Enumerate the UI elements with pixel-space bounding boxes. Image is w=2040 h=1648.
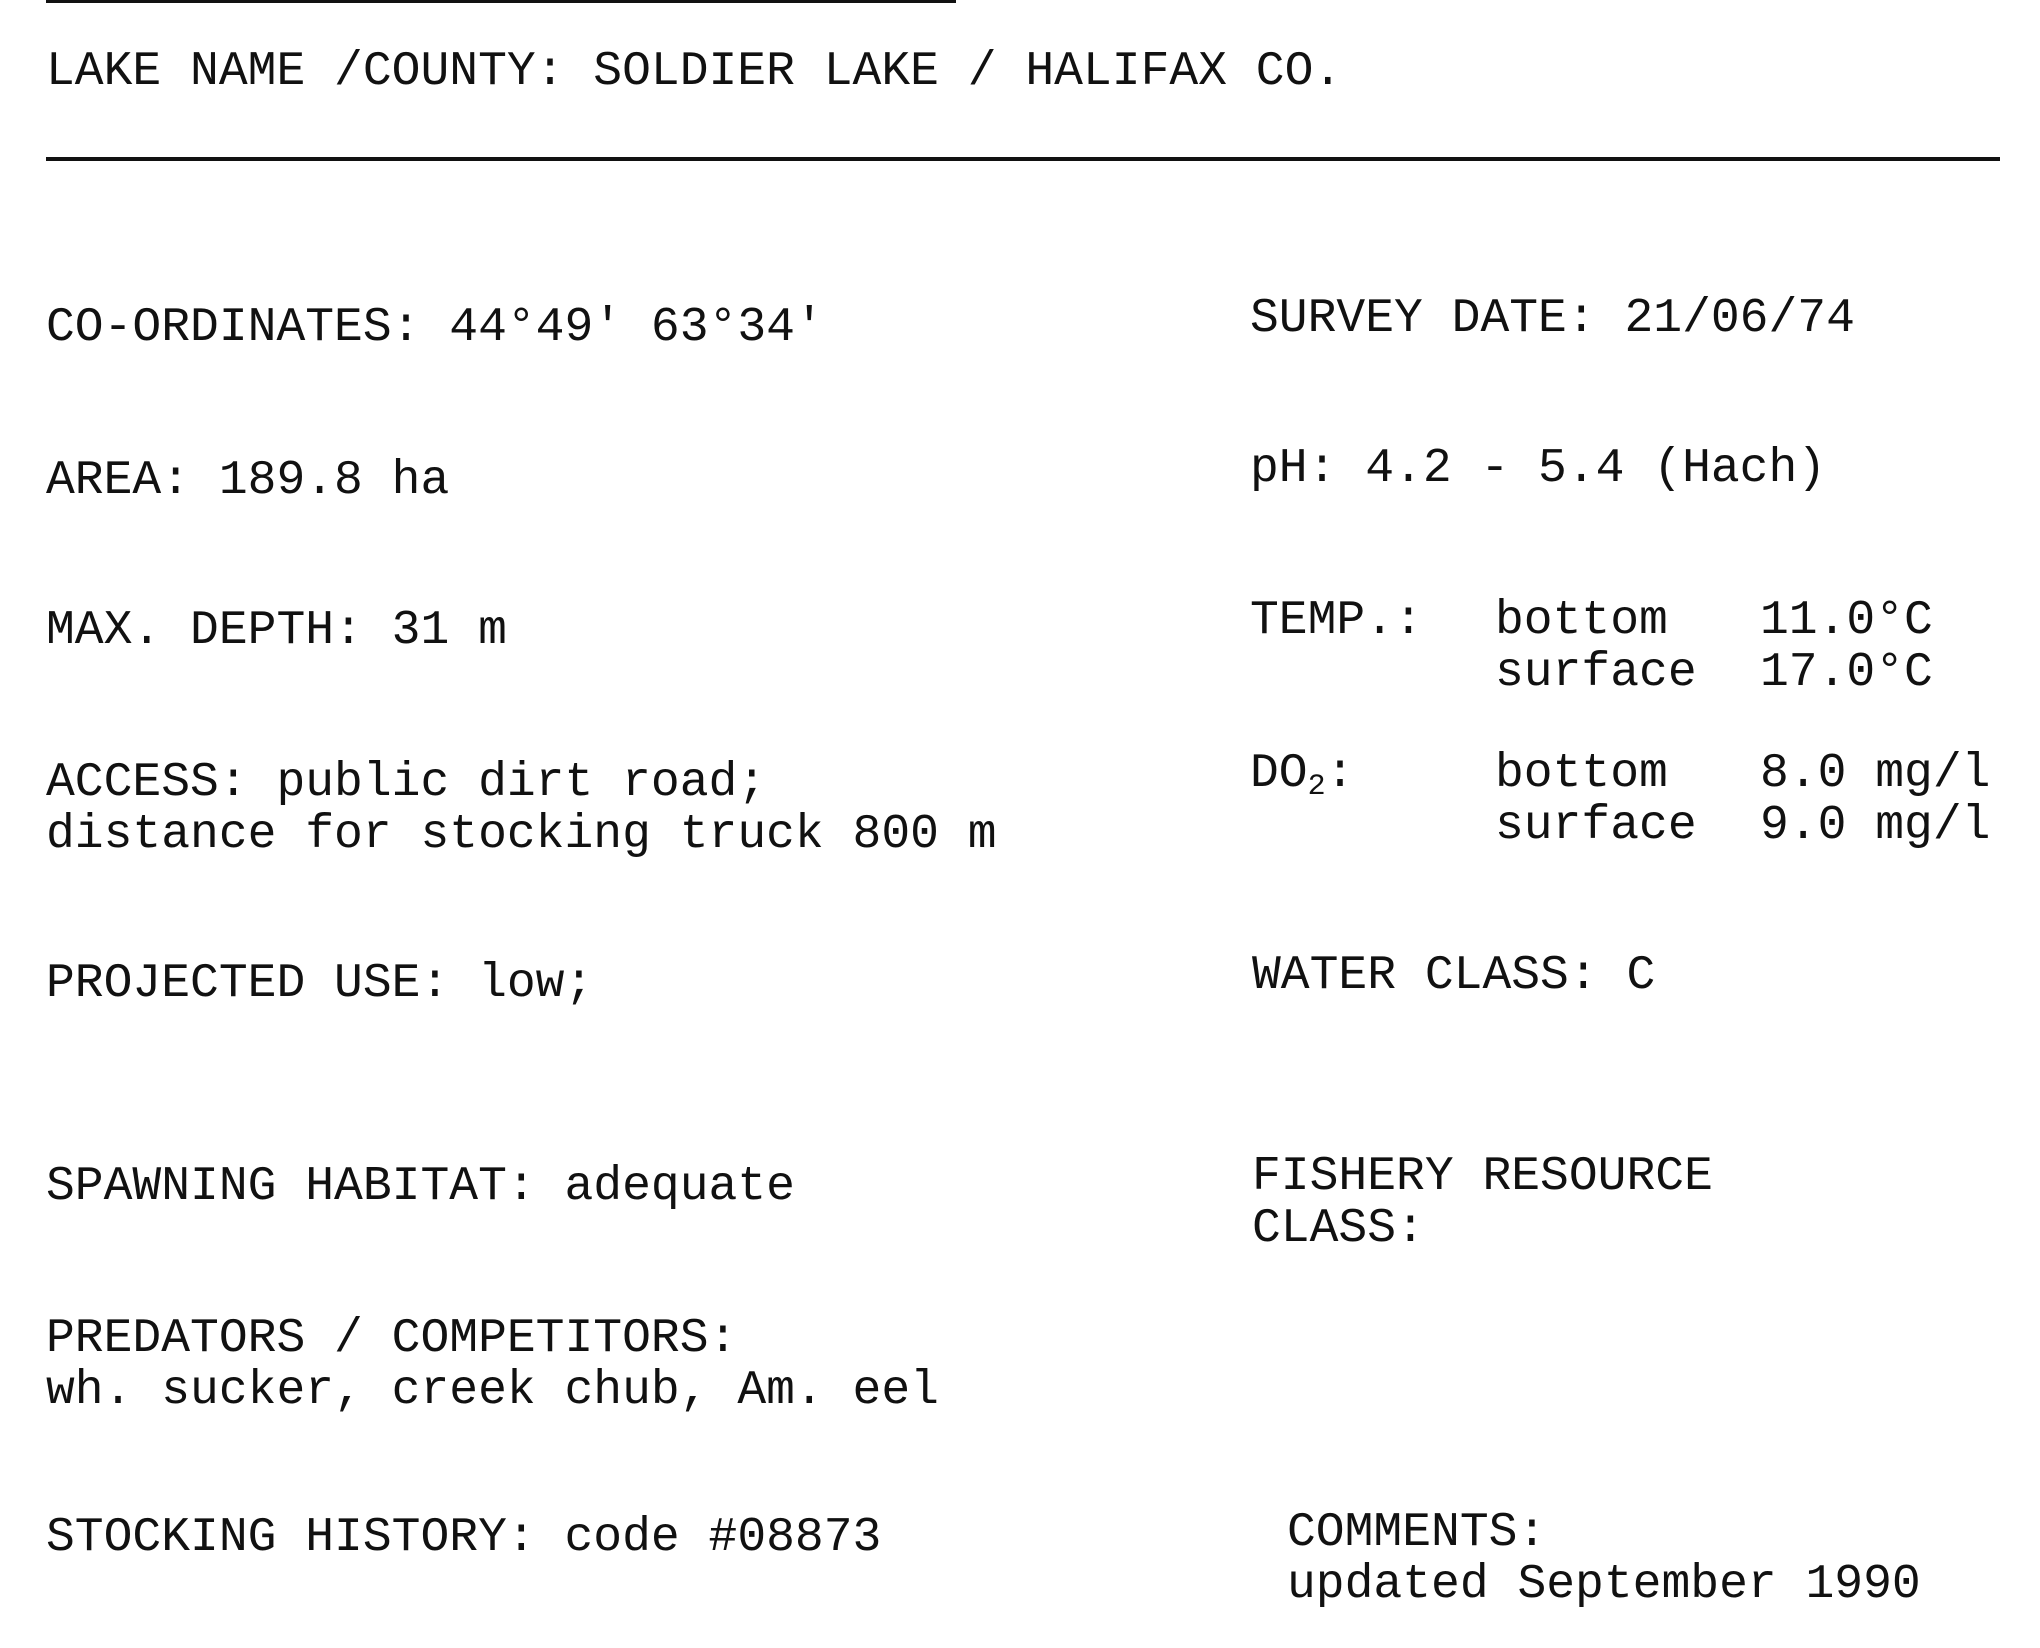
max-depth-field <box>46 605 507 657</box>
area-label: AREA: <box>46 454 191 508</box>
temp-bottom-value: 11.0°C <box>1760 594 1933 648</box>
fishery-resource-class-label-line2: CLASS: <box>1252 1202 1425 1256</box>
spawning-habitat-label: SPAWNING HABITAT: <box>46 1160 536 1214</box>
do2-surface-value: 9.0 mg/l <box>1760 799 1991 853</box>
access-label: ACCESS: <box>46 756 248 810</box>
comments-field <box>1287 1507 1921 1611</box>
do2-label-subscript: 2 <box>1307 770 1326 804</box>
area-value: 189.8 ha <box>218 454 450 508</box>
max-depth-label: MAX. DEPTH: <box>46 604 363 658</box>
survey-date-label: SURVEY DATE: <box>1250 292 1596 346</box>
stocking-history-label: STOCKING HISTORY: <box>46 1511 536 1565</box>
predators-label: PREDATORS / COMPETITORS: <box>46 1312 738 1366</box>
access-value-line1: public dirt road; <box>276 756 767 810</box>
projected-use-label: PROJECTED USE: <box>46 957 450 1011</box>
do2-label-colon: : <box>1325 747 1355 801</box>
area-field <box>46 455 449 507</box>
lake-name-county-field <box>46 46 1342 98</box>
predators-value: wh. sucker, creek chub, Am. eel <box>46 1364 939 1418</box>
do2-surface-depth: surface <box>1495 799 1697 853</box>
coordinates-field <box>46 302 824 354</box>
stocking-history-field <box>46 1512 881 1564</box>
water-class-value: C <box>1626 949 1656 1003</box>
temp-bottom-depth: bottom <box>1495 594 1668 648</box>
ph-value: 4.2 - 5.4 (Hach) <box>1365 442 1827 496</box>
max-depth-value: 31 m <box>391 604 507 658</box>
spawning-habitat-field <box>46 1161 795 1213</box>
stocking-history-value: code #08873 <box>564 1511 882 1565</box>
lake-name-county-label: LAKE NAME /COUNTY: <box>46 45 565 99</box>
fishery-resource-class-label-line1: FISHERY RESOURCE <box>1252 1150 1713 1204</box>
do2-field <box>1250 748 2030 858</box>
access-field <box>46 757 997 861</box>
projected-use-value: low; <box>478 957 594 1011</box>
comments-value: updated September 1990 <box>1287 1558 1921 1612</box>
do2-label-main: DO <box>1250 747 1308 801</box>
temp-label: TEMP.: <box>1250 594 1423 648</box>
header-rule <box>46 157 2000 161</box>
fishery-resource-class-field <box>1252 1151 1713 1255</box>
water-class-label: WATER CLASS: <box>1252 949 1598 1003</box>
temp-surface-value: 17.0°C <box>1760 646 1933 700</box>
access-value-line2: distance for stocking truck 800 m <box>46 808 997 862</box>
ph-field <box>1250 443 1826 495</box>
survey-date-value: 21/06/74 <box>1624 292 1855 346</box>
do2-label <box>1250 748 1354 813</box>
coordinates-label: CO-ORDINATES: <box>46 301 421 355</box>
projected-use-field <box>46 958 593 1010</box>
lake-name-county-value: SOLDIER LAKE / HALIFAX CO. <box>593 45 1343 99</box>
top-rule <box>46 0 956 3</box>
ph-label: pH: <box>1250 442 1337 496</box>
spawning-habitat-value: adequate <box>564 1160 795 1214</box>
temp-surface-depth: surface <box>1495 646 1697 700</box>
predators-field <box>46 1313 939 1417</box>
do2-bottom-depth: bottom <box>1495 747 1668 801</box>
coordinates-value: 44°49' 63°34' <box>449 301 824 355</box>
water-class-field <box>1252 950 1655 1002</box>
temp-field <box>1250 595 2010 705</box>
do2-bottom-value: 8.0 mg/l <box>1760 747 1991 801</box>
comments-label: COMMENTS: <box>1287 1506 1547 1560</box>
survey-date-field <box>1250 293 1855 345</box>
